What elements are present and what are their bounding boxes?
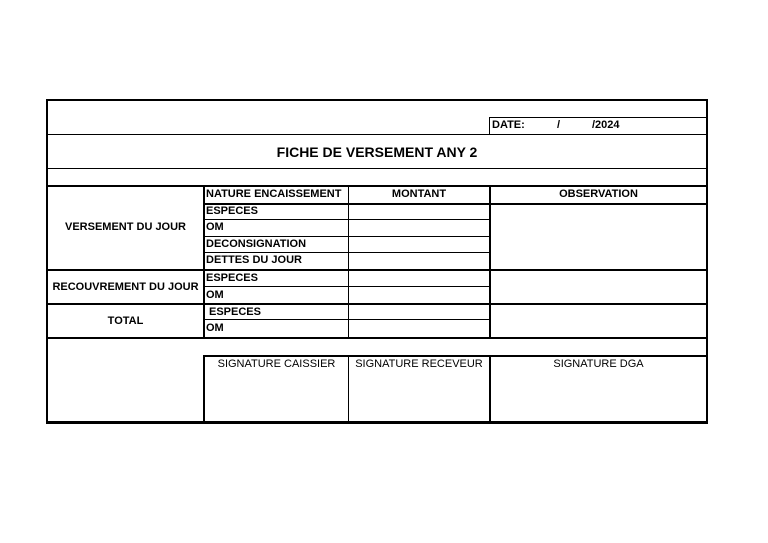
- date-label: DATE:: [492, 119, 525, 131]
- date-separator: /: [557, 119, 561, 131]
- rule-total-bottom: [46, 337, 708, 339]
- row-label-versement-deconsignation: DECONSIGNATION: [206, 238, 307, 250]
- signature-dga-label: SIGNATURE DGA: [553, 358, 644, 370]
- montant-cell-total-especes[interactable]: [349, 305, 489, 319]
- observation-cell-versement[interactable]: [491, 205, 706, 269]
- row-label-versement-especes: ESPECES: [206, 205, 258, 217]
- date-field[interactable]: [523, 118, 643, 134]
- col-header-observation: OBSERVATION: [559, 188, 638, 200]
- border-right: [706, 99, 708, 424]
- montant-cell-versement-especes[interactable]: [349, 205, 489, 219]
- section-label-versement: VERSEMENT DU JOUR: [64, 221, 187, 233]
- border-bottom: [46, 421, 708, 424]
- row-label-versement-dettes: DETTES DU JOUR: [206, 254, 302, 266]
- border-top: [46, 99, 708, 101]
- section-label-recouvrement: RECOUVREMENT DU JOUR: [52, 281, 199, 293]
- date-year: /2024: [592, 119, 620, 131]
- montant-cell-versement-dettes[interactable]: [349, 253, 489, 269]
- montant-cell-total-om[interactable]: [349, 320, 489, 337]
- col-header-montant: MONTANT: [391, 188, 447, 200]
- montant-cell-versement-om[interactable]: [349, 220, 489, 236]
- section-label-total: TOTAL: [107, 315, 144, 327]
- montant-cell-recouvrement-especes[interactable]: [349, 271, 489, 286]
- form-title: FICHE DE VERSEMENT ANY 2: [276, 144, 478, 160]
- signature-receveur-area[interactable]: [349, 373, 489, 421]
- rule-date-left: [489, 117, 490, 135]
- row-label-versement-om: OM: [206, 221, 224, 233]
- signature-caissier-area[interactable]: [205, 373, 348, 421]
- observation-cell-total[interactable]: [491, 305, 706, 337]
- row-label-recouvrement-especes: ESPECES: [206, 272, 258, 284]
- montant-cell-versement-deconsignation[interactable]: [349, 237, 489, 252]
- signature-dga-area[interactable]: [491, 373, 706, 421]
- rule-col-nature-left: [203, 185, 205, 339]
- col-header-nature: NATURE ENCAISSEMENT: [206, 188, 342, 200]
- rule-date-bottom: [46, 134, 708, 135]
- signature-receveur-label: SIGNATURE RECEVEUR: [355, 358, 483, 370]
- row-label-total-om: OM: [206, 322, 224, 334]
- signature-caissier-label: SIGNATURE CAISSIER: [217, 358, 336, 370]
- rule-title-bottom: [46, 168, 708, 169]
- montant-cell-recouvrement-om[interactable]: [349, 287, 489, 303]
- observation-cell-recouvrement[interactable]: [491, 271, 706, 303]
- row-label-recouvrement-om: OM: [206, 289, 224, 301]
- row-label-total-especes: ESPECES: [209, 306, 261, 318]
